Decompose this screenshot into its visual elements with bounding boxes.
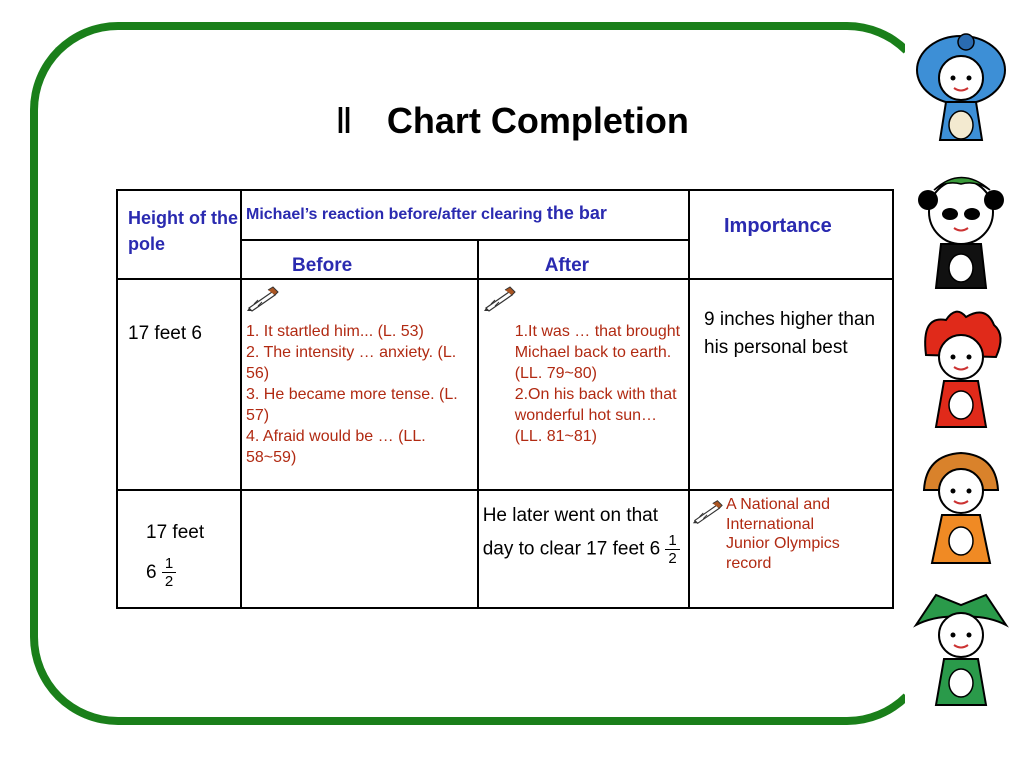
before-item-4: 4. Afraid would be … (LL. 58~59) <box>246 428 426 466</box>
fraction <box>665 532 679 567</box>
title-text: Chart Completion <box>386 100 689 141</box>
row1-importance-text: 9 inches higher than his personal best <box>704 309 876 358</box>
title-number: Ⅱ <box>335 101 353 141</box>
before-item-3: 3. He became more tense. (L. 57) <box>246 386 458 424</box>
mascot-jingjing <box>906 170 1016 300</box>
row2-importance <box>689 490 893 608</box>
fraction <box>162 555 176 590</box>
header-importance-label: Importance <box>724 215 832 237</box>
header-before <box>241 240 478 279</box>
chart-table <box>116 189 894 609</box>
row2-height-line2 <box>146 553 240 593</box>
before-item-2: 2. The intensity … anxiety. (L. 56) <box>246 344 457 382</box>
header-reaction-label: Michael’s reaction before/after clearing <box>246 206 543 223</box>
pen-icon <box>692 499 724 525</box>
header-before-label: Before <box>292 255 353 276</box>
row1-height-text: 17 feet 6 <box>128 323 202 344</box>
row1-before <box>241 279 478 490</box>
mascot-nini <box>906 585 1016 715</box>
row1-after <box>478 279 689 490</box>
header-reaction-tail: the bar <box>546 203 607 223</box>
row2-height-line1: 17 feet <box>146 522 205 543</box>
header-importance <box>689 190 893 279</box>
fraction-denominator: 2 <box>164 573 174 591</box>
header-height-label: Height of the pole <box>128 208 238 254</box>
after-item-2: 2.On his back with that wonderful hot sun…(LL. 81~81) <box>514 386 677 445</box>
row2-after <box>478 490 689 608</box>
mascot-beibei <box>906 30 1016 160</box>
fraction-numerator: 1 <box>162 555 176 573</box>
fraction-numerator: 1 <box>665 532 679 550</box>
header-after <box>478 240 689 279</box>
row2-height <box>117 490 241 608</box>
header-height <box>117 190 241 279</box>
fraction-denominator: 2 <box>668 550 677 567</box>
header-reaction <box>241 190 689 240</box>
row1-height <box>117 279 241 490</box>
row2-before-empty <box>241 490 478 608</box>
mascot-huanhuan <box>906 305 1016 435</box>
row2-height-whole: 6 <box>146 562 157 583</box>
row2-importance-text: A National and International Junior Olympics record <box>726 496 840 572</box>
row2-after-text: He later went on that day to clear 17 feet 6 <box>482 505 661 560</box>
header-after-label: After <box>544 255 590 276</box>
mascot-yingying <box>906 445 1016 575</box>
pen-icon <box>246 286 280 312</box>
row1-importance <box>689 279 893 490</box>
slide-title <box>0 100 1024 142</box>
after-item-1: 1.It was … that brought Michael back to earth. (LL. 79~80) <box>514 323 681 382</box>
before-item-1: 1. It startled him... (L. 53) <box>246 323 424 340</box>
pen-icon <box>483 286 517 312</box>
